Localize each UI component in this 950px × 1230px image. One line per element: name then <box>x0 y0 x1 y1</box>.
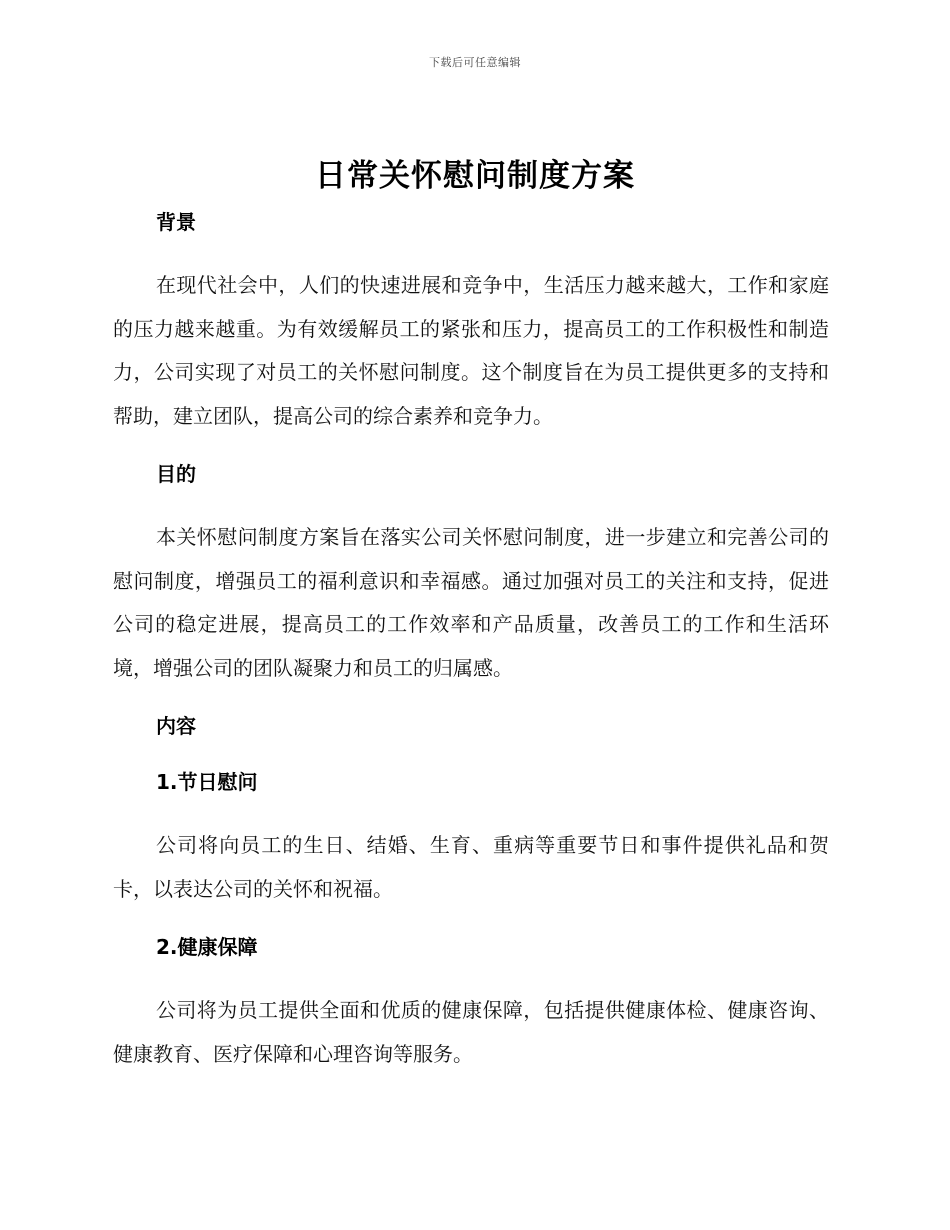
paragraph-background: 在现代社会中，人们的快速进展和竞争中，生活压力越来越大，工作和家庭的压力越来越重。为有效缓解员工的紧张和压力，提高员工的工作积极性和制造力，公司实现了对员工的关怀慰问制度。这个制度旨在为员工提供更多的支持和帮助，建立团队，提高公司的综合素养和竞争力。 <box>113 273 829 428</box>
paragraph-holiday: 公司将向员工的生日、结婚、生育、重病等重要节日和事件提供礼品和贺卡，以表达公司的关怀和祝福。 <box>113 833 829 901</box>
section-heading-purpose: 目的 <box>156 462 196 486</box>
section-heading-health: 2.健康保障 <box>156 935 258 959</box>
section-heading-content: 内容 <box>156 714 196 738</box>
document-title: 日常关怀慰问制度方案 <box>315 158 635 194</box>
header-note: 下载后可任意编辑 <box>429 56 521 69</box>
paragraph-purpose: 本关怀慰问制度方案旨在落实公司关怀慰问制度，进一步建立和完善公司的慰问制度，增强员工的福利意识和幸福感。通过加强对员工的关注和支持，促进公司的稳定进展，提高员工的工作效率和产品质量，改善员工的工作和生活环境，增强公司的团队凝聚力和员工的归属感。 <box>113 525 829 680</box>
paragraph-health: 公司将为员工提供全面和优质的健康保障，包括提供健康体检、健康咨询、健康教育、医疗保障和心理咨询等服务。 <box>113 998 829 1066</box>
section-heading-background: 背景 <box>156 210 196 234</box>
document-body <box>113 202 829 1076</box>
section-heading-holiday: 1.节日慰问 <box>156 770 258 794</box>
